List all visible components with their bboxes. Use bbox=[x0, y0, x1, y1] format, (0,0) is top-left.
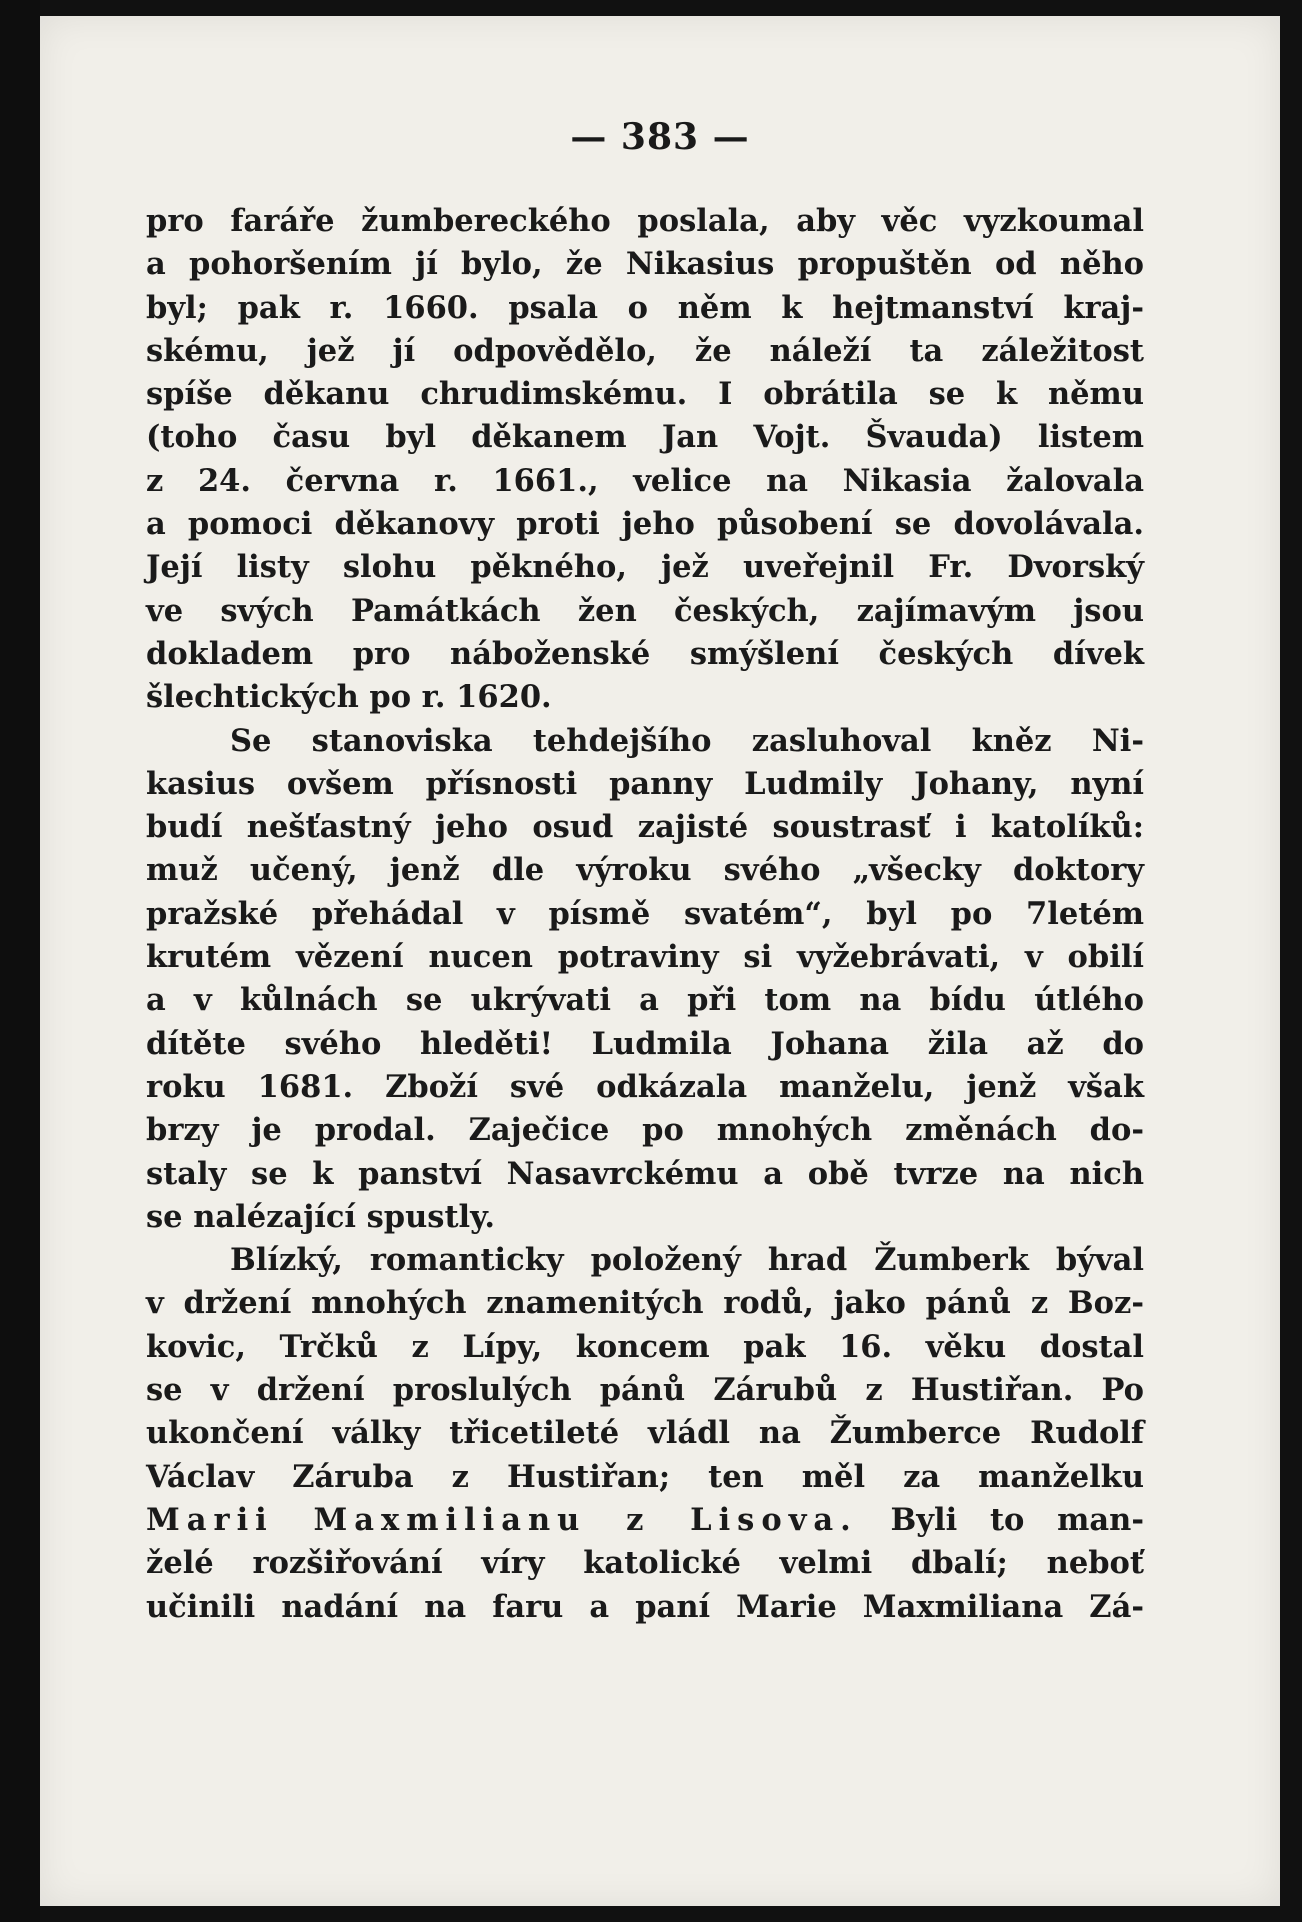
text-line: želé rozšiřování víry katolické velmi dbalí; neboť bbox=[146, 1545, 1144, 1582]
text-line: v držení mnohých znamenitých rodů, jako pánů z Boz- bbox=[146, 1285, 1144, 1322]
text-line: spíše děkanu chrudimskému. I obrátila se k němu bbox=[146, 376, 1144, 413]
text-line: kasius ovšem přísnosti panny Ludmily Johany, nyní bbox=[146, 765, 1144, 802]
text-line: dítěte svého hleděti! Ludmila Johana žila až do bbox=[146, 1025, 1144, 1062]
text-line: Se stanoviska tehdejšího zasluhoval kněz Ni- bbox=[230, 722, 1144, 759]
text-line: brzy je prodal. Zaječice po mnohých změnách do- bbox=[146, 1112, 1144, 1149]
text-line: z 24. června r. 1661., velice na Nikasia žalovala bbox=[146, 462, 1144, 499]
text-line: a v kůlnách se ukrývati a při tom na bídu útlého bbox=[146, 982, 1144, 1019]
text-line: kovic, Trčků z Lípy, koncem pak 16. věku dostal bbox=[146, 1328, 1144, 1365]
text-line: pražské přehádal v písmě svatém“, byl po 7letém bbox=[146, 895, 1144, 932]
text-line: muž učený, jenž dle výroku svého „všecky doktory bbox=[146, 852, 1144, 889]
text-line: staly se k panství Nasavrckému a obě tvrze na nich bbox=[146, 1155, 1144, 1192]
page-number: — 383 — bbox=[570, 116, 750, 158]
scan-edge-notch bbox=[22, 420, 40, 434]
text-line: šlechtických po r. 1620. bbox=[146, 679, 552, 716]
text-line: Její listy slohu pěkného, jež uveřejnil Fr. Dvorský bbox=[146, 549, 1144, 586]
text-line-spaced bbox=[146, 1499, 1144, 1542]
text-line: Václav Záruba z Hustiřan; ten měl za manželku bbox=[146, 1458, 1144, 1495]
text-line: dokladem pro náboženské smýšlení českých dívek bbox=[146, 635, 1144, 672]
text-line: budí nešťastný jeho osud zajisté soustrasť i katolíků: bbox=[146, 809, 1144, 846]
text-line: ukončení války třicetileté vládl na Žumberce Rudolf bbox=[146, 1415, 1144, 1452]
text-line: pro faráře žumbereckého poslala, aby věc vyzkoumal bbox=[146, 203, 1144, 239]
text-line: byl; pak r. 1660. psala o něm k hejtmanství kraj- bbox=[146, 289, 1144, 326]
text-line: a pomoci děkanovy proti jeho působení se dovolávala. bbox=[146, 506, 1144, 543]
spaced-name: Marii Maxmilianu z Lisova. bbox=[146, 1501, 858, 1538]
text-line: roku 1681. Zboží své odkázala manželu, jenž však bbox=[146, 1068, 1144, 1105]
text-line: Blízký, romanticky položený hrad Žumberk býval bbox=[230, 1242, 1144, 1279]
spaced-line-rest: Byli to man- bbox=[857, 1501, 1144, 1538]
scan-left-edge bbox=[0, 0, 40, 1922]
text-line: (toho času byl děkanem Jan Vojt. Švauda) listem bbox=[146, 419, 1144, 456]
text-line: se v držení proslulých pánů Zárubů z Hustiřan. Po bbox=[146, 1372, 1144, 1409]
text-line: se nalézající spustly. bbox=[146, 1198, 495, 1235]
text-line: ve svých Památkách žen českých, zajímavým jsou bbox=[146, 592, 1144, 629]
text-line: a pohoršením jí bylo, že Nikasius propuštěn od něho bbox=[146, 246, 1144, 283]
page-text bbox=[146, 200, 1144, 1629]
text-line: skému, jež jí odpovědělo, že náleží ta záležitost bbox=[146, 332, 1144, 369]
book-page bbox=[40, 16, 1280, 1906]
text-line: krutém vězení nucen potraviny si vyžebrávati, v obilí bbox=[146, 939, 1144, 976]
text-line: učinili nadání na faru a paní Marie Maxmiliana Zá- bbox=[146, 1588, 1144, 1625]
